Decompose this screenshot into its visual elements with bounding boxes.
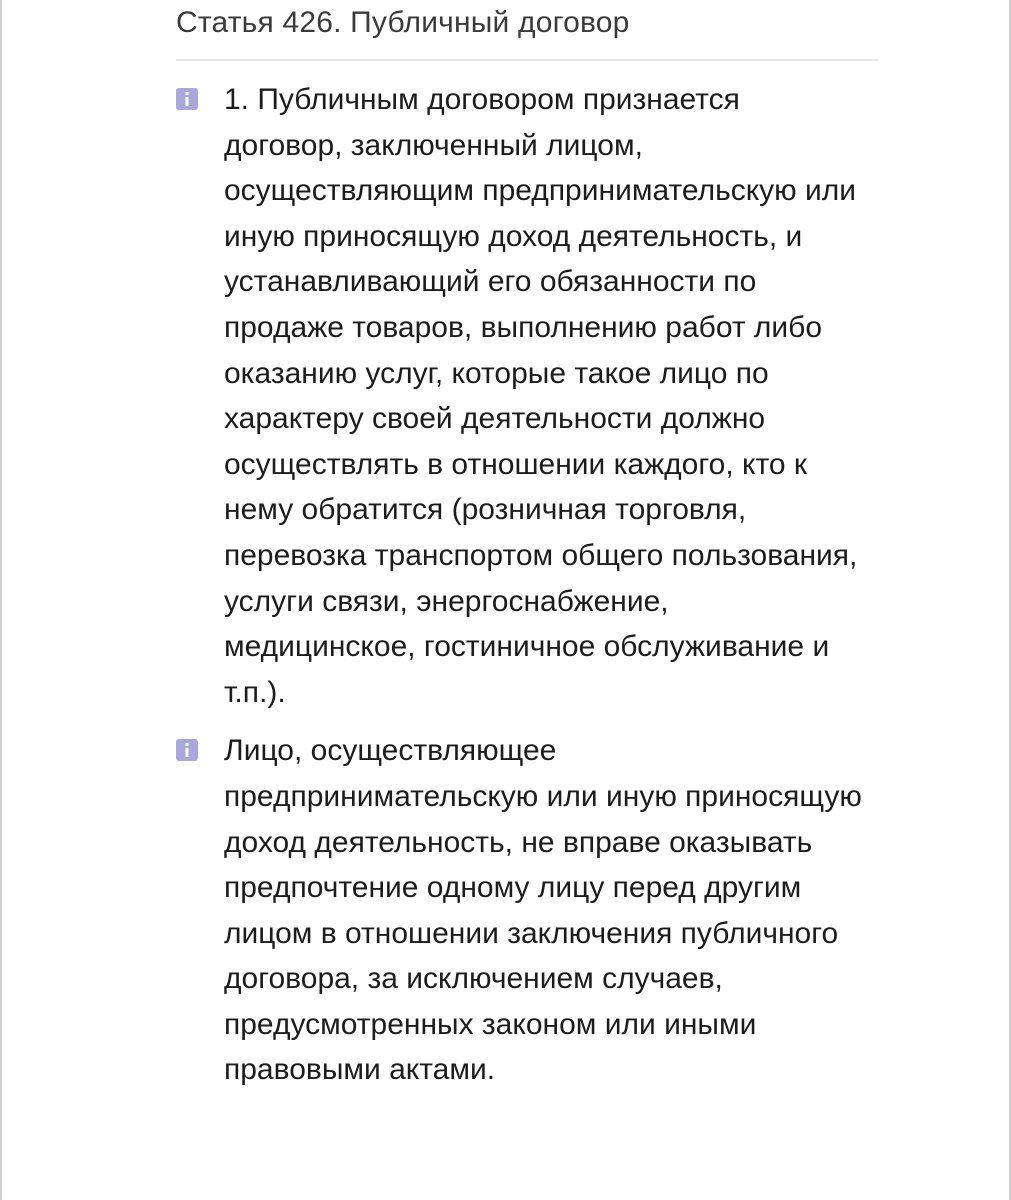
paragraph-2-text: Лицо, осуществляющее предпринимательскую или иную приносящую доход деятельность, не вправе оказывать предпочтение одному лицу перед другим лицом в отношении заключения публичного договора, за исключением случаев, предусмотренных законом или иными правовыми актами. bbox=[224, 734, 862, 1087]
info-icon[interactable] bbox=[176, 88, 198, 110]
article-title: Статья 426. Публичный договор bbox=[176, 6, 630, 39]
info-icon[interactable] bbox=[176, 739, 198, 761]
left-border bbox=[0, 0, 2, 1200]
article bbox=[176, 0, 878, 1093]
paragraph-2 bbox=[176, 728, 864, 1093]
title-divider bbox=[176, 59, 878, 61]
paragraph-1 bbox=[176, 77, 864, 715]
paragraph-1-text: 1. Публичным договором признается договор, заключенный лицом, осуществляющим предпринимательскую или иную приносящую доход деятельность, и устанавливающий его обязанности по продаже товаров, выполнению работ либо оказанию услуг, которые такое лицо по характеру своей деятельности должно осуществлять в отношении каждого, кто к нему обратится (розничная торговля, перевозка транспортом общего пользования, услуги связи, энергоснабжение, медицинское, гостиничное обслуживание и т.п.). bbox=[224, 83, 858, 709]
